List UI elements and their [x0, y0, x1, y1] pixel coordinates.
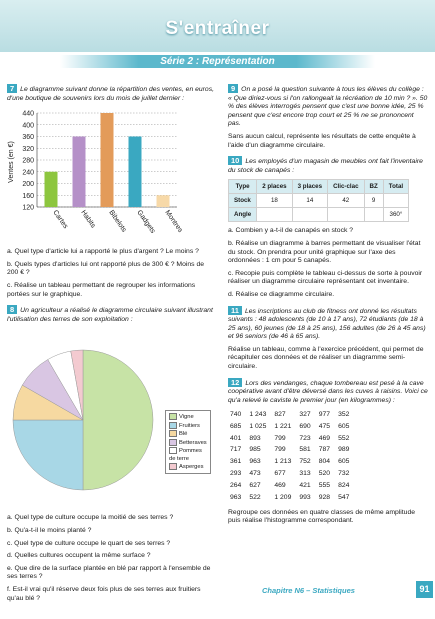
legend-swatch — [169, 430, 177, 437]
legend-item — [169, 447, 207, 463]
y-axis-label: Ventes (en €) — [8, 141, 15, 184]
table-cell: 581 — [299, 446, 311, 454]
table-cell: 605 — [338, 458, 350, 466]
exercise-10-question-d: d. Réalise ce diagramme circulaire. — [228, 290, 335, 298]
table-cell: 893 — [249, 434, 261, 442]
table-cell: 293 — [230, 469, 242, 477]
table-cell: 685 — [230, 422, 242, 430]
x-tick-label: Habits — [79, 209, 97, 230]
legend-swatch — [169, 447, 177, 454]
table-header-cell: Clic-clac — [328, 180, 364, 194]
exercise-12-text: Regroupe ces données en quatre classes de même amplitude puis réalise l'histogramme correspondant. — [228, 508, 416, 525]
legend-swatch — [169, 422, 177, 429]
table-cell: 1 221 — [274, 422, 292, 430]
bar — [157, 195, 170, 207]
bar — [45, 172, 58, 207]
exercise-7-intro: 7 Le diagramme suivant donne la répartition des ventes, en euros, d'une boutique de souvenirs lors du mois de juillet dernier : — [7, 84, 214, 102]
page-number: 91 — [416, 581, 433, 598]
table-cell: 605 — [338, 422, 350, 430]
bar-chart — [7, 107, 214, 242]
pie-chart — [7, 328, 214, 508]
table-cell: 989 — [338, 446, 350, 454]
bar — [129, 137, 142, 208]
table-cell: 421 — [299, 481, 311, 489]
table-cell: 1 025 — [249, 422, 267, 430]
y-tick-label: 280 — [22, 157, 34, 165]
exercise-8-question-d: d. Quelles cultures occupent la même surface ? — [7, 552, 151, 560]
table-cell: 264 — [230, 481, 242, 489]
legend-item — [169, 422, 207, 430]
table-cell: 473 — [249, 469, 261, 477]
exercise-number: 9 — [228, 84, 238, 93]
legend-item — [169, 439, 207, 447]
table-cell: 804 — [318, 458, 331, 466]
legend-label: Pommes de terre — [169, 448, 202, 462]
table-row — [230, 433, 357, 445]
table-cell: 547 — [338, 493, 350, 501]
table-cell: 799 — [274, 446, 286, 454]
pie-slice — [83, 350, 153, 490]
y-tick-label: 200 — [22, 181, 34, 189]
exercise-number: 10 — [228, 156, 242, 165]
series-title: Série 2 : Représentation — [160, 56, 275, 67]
legend-label: Fruitiers — [179, 422, 200, 429]
table-cell — [257, 208, 292, 222]
table-cell: 327 — [299, 411, 311, 419]
exercise-7-question-c: c. Réalise un tableau permettant de regrouper les informations portées sur le graphique. — [7, 281, 196, 298]
table-cell: 401 — [230, 434, 242, 442]
table-cell: 827 — [274, 411, 286, 419]
pie-slice — [13, 420, 83, 490]
table-cell: 361 — [230, 458, 242, 466]
table-cell: 352 — [338, 411, 350, 419]
exercise-7-question-b: b. Quels types d'articles lui ont rapporté plus de 300 € ? Moins de 200 € ? — [7, 260, 205, 277]
table-cell: 469 — [318, 434, 331, 442]
exercise-10-question-c: c. Recopie puis complète le tableau ci-dessus de sorte à pouvoir réaliser un diagramme circulaire représentant cet inventaire. — [228, 269, 423, 286]
table-cell: 740 — [230, 411, 242, 419]
table-cell: 9 — [364, 194, 383, 208]
exercise-12-intro: 12 Lors des vendanges, chaque tombereau est pesé à la cave coopérative avant d'être déversé dans les cuves à raisins. Voici ce qu'a relevé le caviste le premier jour (en kilogrammes) : — [228, 377, 428, 404]
exercise-11-text: Réalise un tableau, comme à l'exercice précédent, qui permet de récapituler ces données et de réaliser un diagramme semi-circulaire. — [228, 345, 424, 371]
table-row — [229, 208, 409, 222]
table-cell: 690 — [299, 422, 311, 430]
x-tick-label: Gadgets — [135, 209, 157, 236]
bar — [101, 113, 114, 207]
exercise-8-question-e: e. Que dire de la surface plantée en blé par rapport à l'ensemble de ses terres ? — [7, 564, 211, 581]
table-row — [230, 457, 357, 469]
table-cell: 1 213 — [274, 458, 292, 466]
table-header-cell: 2 places — [257, 180, 292, 194]
table-cell: 313 — [299, 469, 311, 477]
legend-swatch — [169, 463, 177, 470]
table-cell: 627 — [249, 481, 261, 489]
exercise-7-question-a: a. Quel type d'article lui a rapporté le plus d'argent ? Le moins ? — [7, 248, 199, 256]
table-cell: 752 — [299, 458, 311, 466]
exercise-number: 12 — [228, 378, 242, 387]
pie-legend — [165, 410, 211, 474]
x-tick-label: Bibelots — [107, 209, 128, 234]
legend-label: Betteraves — [179, 439, 207, 446]
table-cell: Angle — [229, 208, 257, 222]
table-cell: 469 — [274, 481, 286, 489]
legend-swatch — [169, 439, 177, 446]
table-cell: 522 — [249, 493, 261, 501]
table-cell: 360° — [383, 208, 408, 222]
exercise-number: 7 — [7, 84, 17, 93]
exercise-8-question-c: c. Quel type de culture occupe le quart de ses terres ? — [7, 539, 171, 547]
table-cell: 677 — [274, 469, 286, 477]
table-header-cell: 3 places — [292, 180, 327, 194]
exercise-8-question-b: b. Qu'a-t-il le moins planté ? — [7, 526, 92, 534]
legend-item — [169, 430, 207, 438]
y-tick-label: 240 — [22, 169, 34, 177]
table-cell: 717 — [230, 446, 242, 454]
exercise-8-intro: 8 Un agriculteur a réalisé le diagramme circulaire suivant illustrant l'utilisation des terres de son exploitation : — [7, 305, 213, 323]
exercise-number: 8 — [7, 305, 17, 314]
table-header-cell: Type — [229, 180, 257, 194]
exercise-10-intro: 10 Les employés d'un magasin de meubles ont fait l'inventaire du stock de canapés : — [228, 156, 423, 174]
table-cell: 520 — [318, 469, 331, 477]
table-cell: 14 — [292, 194, 327, 208]
exercise-8-question-f: f. Est-il vrai qu'il réserve deux fois plus de ses terres aux fruitiers qu'au blé ? — [7, 585, 201, 602]
table-cell: 928 — [318, 493, 331, 501]
right-column — [228, 84, 428, 530]
table-row — [230, 492, 357, 504]
grapes-table — [230, 409, 357, 503]
table-header-row — [229, 180, 409, 194]
table-cell: 723 — [299, 434, 311, 442]
page-header — [0, 0, 435, 52]
bar-chart-svg — [7, 107, 214, 242]
legend-item — [169, 413, 207, 421]
chapter-footer: Chapitre N6 – Statistiques — [262, 586, 355, 595]
table-cell: 1 243 — [249, 411, 267, 419]
table-cell: 799 — [274, 434, 286, 442]
exercise-8-question-a: a. Quel type de culture occupe la moitié de ses terres ? — [7, 514, 174, 522]
legend-label: Blé — [179, 431, 188, 438]
table-cell: 977 — [318, 411, 331, 419]
table-cell: 18 — [257, 194, 292, 208]
table-cell: 963 — [249, 458, 261, 466]
bar — [73, 137, 86, 208]
left-column — [7, 84, 214, 607]
legend-swatch — [169, 413, 177, 420]
y-tick-label: 400 — [22, 122, 34, 130]
legend-label: Vigne — [179, 414, 194, 421]
series-banner — [60, 55, 375, 68]
table-header-cell: BZ — [364, 180, 383, 194]
exercise-9-text: Sans aucun calcul, représente les résultats de cette enquête à l'aide d'un diagramme circulaire. — [228, 132, 416, 149]
table-cell: 787 — [318, 446, 331, 454]
table-cell: 42 — [328, 194, 364, 208]
table-header-cell: Total — [383, 180, 408, 194]
table-cell: 963 — [230, 493, 242, 501]
x-tick-label: Montres — [163, 209, 184, 235]
table-row — [230, 445, 357, 457]
table-row — [229, 194, 409, 208]
y-tick-label: 360 — [22, 134, 34, 142]
table-cell: 1 209 — [274, 493, 292, 501]
table-cell: 985 — [249, 446, 261, 454]
table-cell — [364, 208, 383, 222]
legend-label: Asperges — [179, 463, 204, 470]
y-tick-label: 320 — [22, 145, 34, 153]
table-cell: 552 — [338, 434, 350, 442]
table-row — [230, 468, 357, 480]
y-tick-label: 440 — [22, 110, 34, 118]
exercise-10-question-b: b. Réalise un diagramme à barres permettant de visualiser l'état du stock. On prendra pour unité graphique sur l'axe des ordonnées : 1 cm pour 5 canapés. — [228, 239, 421, 265]
page-title: S'entraîner — [165, 18, 270, 39]
table-cell — [292, 208, 327, 222]
table-cell — [328, 208, 364, 222]
y-tick-label: 160 — [22, 192, 34, 200]
exercise-9-intro: 9 On a posé la question suivante à tous les élèves du collège : « Que diriez-vous si l'on rallongeait la récréation de 10 min ? ». 50 % des élèves interrogés pensent que c'est une bonne idée, 25 % pensent que c'est encore trop court et 25 % ne se prononcent pas. — [228, 84, 428, 128]
table-cell — [383, 194, 408, 208]
table-cell: Stock — [229, 194, 257, 208]
inventory-table — [228, 179, 409, 222]
table-row — [230, 409, 357, 421]
exercise-number: 11 — [228, 306, 242, 315]
table-cell: 993 — [299, 493, 311, 501]
table-cell: 555 — [318, 481, 331, 489]
y-tick-label: 120 — [22, 204, 34, 212]
table-row — [230, 421, 357, 433]
table-row — [230, 480, 357, 492]
legend-item — [169, 463, 207, 471]
exercise-10-question-a: a. Combien y a-t-il de canapés en stock ? — [228, 227, 354, 235]
table-cell: 732 — [338, 469, 350, 477]
table-cell: 824 — [338, 481, 350, 489]
table-cell: 475 — [318, 422, 331, 430]
exercise-11-intro: 11 Les inscriptions au club de fitness ont donné les résultats suivants : 48 adolescents (de 10 à 17 ans), 72 étudiants (de 18 à 25 ans), 60 jeunes (de 18 à 25 ans), 156 adultes (de 26 à 45 ans) et 96 seniors (de 46 à 65 ans). — [228, 305, 426, 341]
x-tick-label: Cartes — [51, 209, 69, 231]
